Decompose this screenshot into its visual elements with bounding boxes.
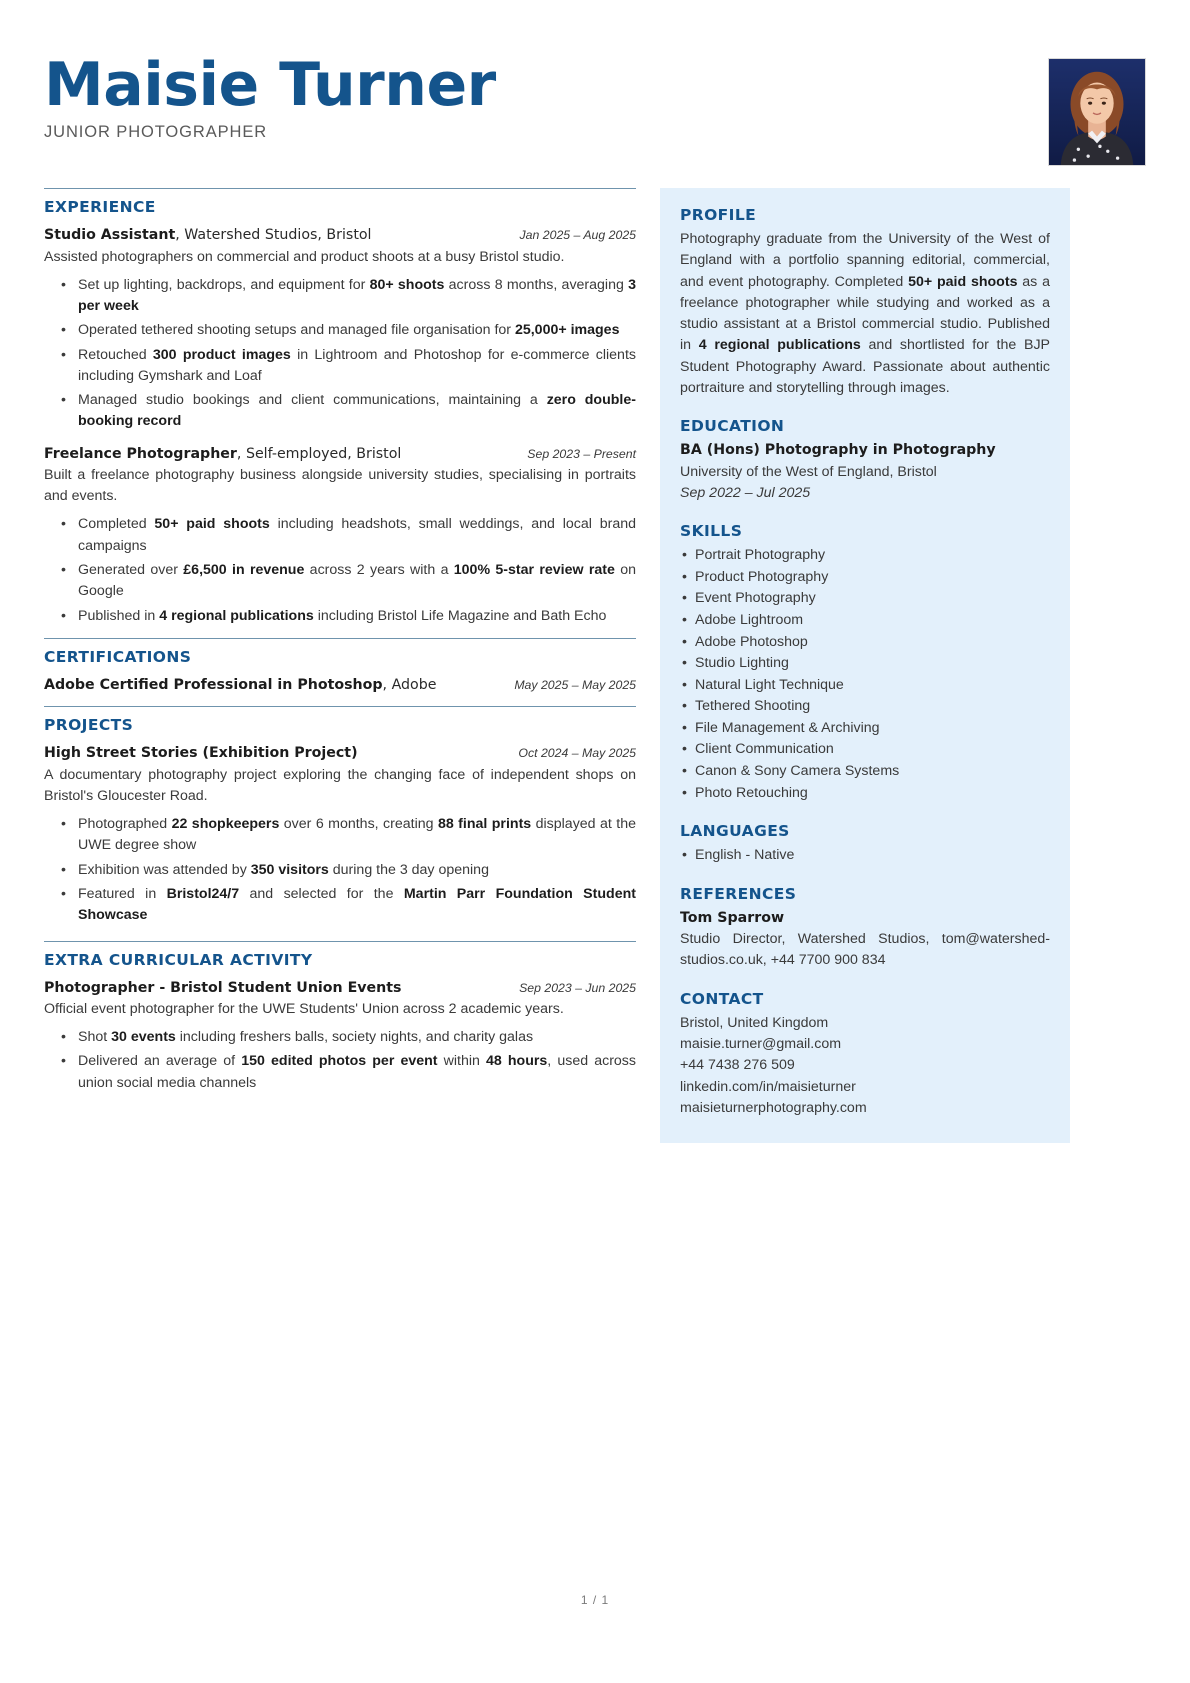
entry-date: Sep 2023 – Present: [527, 446, 636, 461]
entry-bullet-list: [44, 275, 636, 433]
list-item: • Set up lighting, backdrops, and equipment for 80+ shoots across 8 months, averaging 3 per week: [76, 275, 636, 318]
entry-date: Sep 2023 – Jun 2025: [519, 980, 636, 995]
entry-description: A documentary photography project exploring the changing face of independent shops on Bristol's Gloucester Road.: [44, 766, 636, 804]
entry-title: High Street Stories (Exhibition Project): [44, 745, 358, 762]
profile-text: Photography graduate from the University of the West of England with a portfolio spanning editorial, commercial, and event photography. Completed 50+ paid shoots as a freelance photographer while studying and worked as a studio assistant at a Bristol commercial studio. Published in 4 regional publications and shortlisted for the BJP Student Photography Award. Passionate about authentic portraiture and storytelling through images.: [680, 231, 1051, 397]
section-extra-curricular: [44, 941, 636, 1095]
sidebar-title-skills: SKILLS: [680, 522, 743, 541]
entry-description: Official event photographer for the UWE Students' Union across 2 academic years.: [44, 1001, 564, 1018]
skills-list: [680, 545, 1050, 804]
sidebar-title-languages: LANGUAGES: [680, 822, 790, 841]
entry-header: [44, 743, 636, 764]
entry-title: Studio Assistant, Watershed Studios, Bristol: [44, 227, 372, 243]
entry-header: [44, 978, 636, 999]
contact-line[interactable]: linkedin.com/in/maisieturner: [680, 1078, 856, 1095]
sidebar-column: [660, 188, 1070, 1143]
education-institution: University of the West of England, Bristol: [680, 463, 937, 480]
skill-item: • Event Photography: [695, 588, 1050, 610]
resume-header: [44, 44, 1146, 176]
section-title-experience: EXPERIENCE: [44, 198, 156, 216]
skill-item: • Adobe Lightroom: [695, 610, 1050, 632]
section-divider: [44, 188, 636, 189]
entry-header: [44, 675, 636, 696]
entry-date: May 2025 – May 2025: [514, 677, 636, 692]
list-item: • Retouched 300 product images in Lightroom and Photoshop for e-commerce clients including Gymshark and Loaf: [76, 345, 636, 388]
sidebar-section-profile: [680, 206, 1050, 399]
list-item: • Managed studio bookings and client communications, maintaining a zero double-booking record: [76, 390, 636, 433]
page-indicator: 1 / 1: [580, 1593, 610, 1607]
reference-name: Tom Sparrow: [680, 909, 785, 926]
extra-curricular-entries: [44, 978, 636, 1095]
resume-entry: [44, 978, 636, 1095]
sidebar-section-education: [680, 417, 1050, 504]
reference-detail: Studio Director, Watershed Studios, tom@watershed-studios.co.uk, +44 7700 900 834: [680, 931, 1050, 969]
entry-title: Photographer - Bristol Student Union Events: [44, 979, 402, 996]
section-projects: [44, 706, 636, 926]
sidebar-section-skills: [680, 522, 1050, 804]
skill-item: • Product Photography: [695, 567, 1050, 589]
entry-description: Built a freelance photography business alongside university studies, specialising in portraits and events.: [44, 467, 636, 505]
section-experience: [44, 188, 636, 627]
contact-lines: [680, 1013, 1050, 1119]
section-title-extra-curricular: EXTRA CURRICULAR ACTIVITY: [44, 950, 313, 969]
sidebar-title-contact: CONTACT: [680, 989, 764, 1008]
list-item: • Completed 50+ paid shoots including headshots, small weddings, and local brand campaigns: [76, 514, 636, 557]
entry-bullet-list: [44, 514, 636, 626]
list-item: • Generated over £6,500 in revenue across 2 years with a 100% 5-star review rate on Google: [76, 560, 636, 603]
resume-body: [44, 188, 1146, 1143]
sidebar-section-references: [680, 885, 1050, 972]
skill-item: • Natural Light Technique: [695, 675, 1050, 697]
entry-bullet-list: [44, 814, 636, 926]
skill-item: • Client Communication: [695, 739, 1050, 761]
skill-item: • Canon & Sony Camera Systems: [695, 761, 1050, 783]
skill-item: • Photo Retouching: [695, 783, 1050, 805]
contact-line[interactable]: maisie.turner@gmail.com: [680, 1035, 842, 1052]
list-item: • Published in 4 regional publications including Bristol Life Magazine and Bath Echo: [76, 606, 636, 627]
entry-date: Jan 2025 – Aug 2025: [519, 228, 636, 242]
section-title-projects: PROJECTS: [44, 716, 134, 735]
list-item: • Operated tethered shooting setups and managed file organisation for 25,000+ images: [76, 320, 636, 341]
avatar-illustration: [1049, 59, 1145, 165]
header-text-block: [44, 44, 1048, 142]
entry-header: [44, 225, 636, 246]
resume-entry: [44, 675, 636, 696]
sidebar-section-contact: [680, 990, 1050, 1119]
section-title-certifications: CERTIFICATIONS: [44, 647, 192, 666]
main-column: [44, 188, 636, 1105]
sidebar-title-references: REFERENCES: [680, 884, 797, 903]
resume-entry: [44, 743, 636, 926]
contact-line[interactable]: Bristol, United Kingdom: [680, 1014, 829, 1031]
resume-entry: [44, 225, 636, 433]
section-divider: [44, 941, 636, 942]
contact-line[interactable]: maisieturnerphotography.com: [680, 1099, 867, 1116]
skill-item: • Tethered Shooting: [695, 696, 1050, 718]
languages-list: [680, 845, 1050, 867]
project-entries: [44, 743, 636, 926]
section-divider: [44, 706, 636, 707]
certification-entries: [44, 675, 636, 696]
list-item: • Featured in Bristol24/7 and selected for the Martin Parr Foundation Student Showcase: [76, 884, 636, 927]
contact-line[interactable]: +44 7438 276 509: [680, 1057, 795, 1074]
list-item: • Photographed 22 shopkeepers over 6 months, creating 88 final prints displayed at the UWE degree show: [76, 814, 636, 857]
entry-bullet-list: [44, 1027, 636, 1094]
list-item: • Delivered an average of 150 edited photos per event within 48 hours, used across union social media channels: [76, 1051, 636, 1094]
entry-description: Assisted photographers on commercial and product shoots at a busy Bristol studio.: [44, 248, 565, 265]
list-item: • Exhibition was attended by 350 visitors during the 3 day opening: [76, 860, 636, 881]
job-title: JUNIOR PHOTOGRAPHER: [44, 123, 268, 141]
section-certifications: [44, 638, 636, 696]
skill-item: • Portrait Photography: [695, 545, 1050, 567]
entry-title: Freelance Photographer, Self-employed, Bristol: [44, 445, 402, 462]
experience-entries: [44, 225, 636, 627]
list-item: • Shot 30 events including freshers balls, society nights, and charity galas: [76, 1027, 636, 1048]
skill-item: • Studio Lighting: [695, 653, 1050, 675]
sidebar-section-languages: [680, 822, 1050, 867]
section-divider: [44, 638, 636, 639]
page-title: Maisie Turner: [44, 50, 496, 120]
entry-title: Adobe Certified Professional in Photoshop, Adobe: [44, 676, 437, 693]
resume-entry: [44, 444, 636, 627]
entry-date: Oct 2024 – May 2025: [518, 746, 636, 761]
education-date: Sep 2022 – Jul 2025: [680, 484, 811, 501]
language-item: • English - Native: [695, 845, 1050, 867]
entry-header: [44, 444, 636, 465]
avatar: [1048, 58, 1146, 166]
sidebar-title-education: EDUCATION: [680, 417, 785, 436]
sidebar-title-profile: PROFILE: [680, 206, 757, 224]
skill-item: • File Management & Archiving: [695, 718, 1050, 740]
education-degree: BA (Hons) Photography in Photography: [680, 442, 996, 459]
skill-item: • Adobe Photoshop: [695, 632, 1050, 654]
